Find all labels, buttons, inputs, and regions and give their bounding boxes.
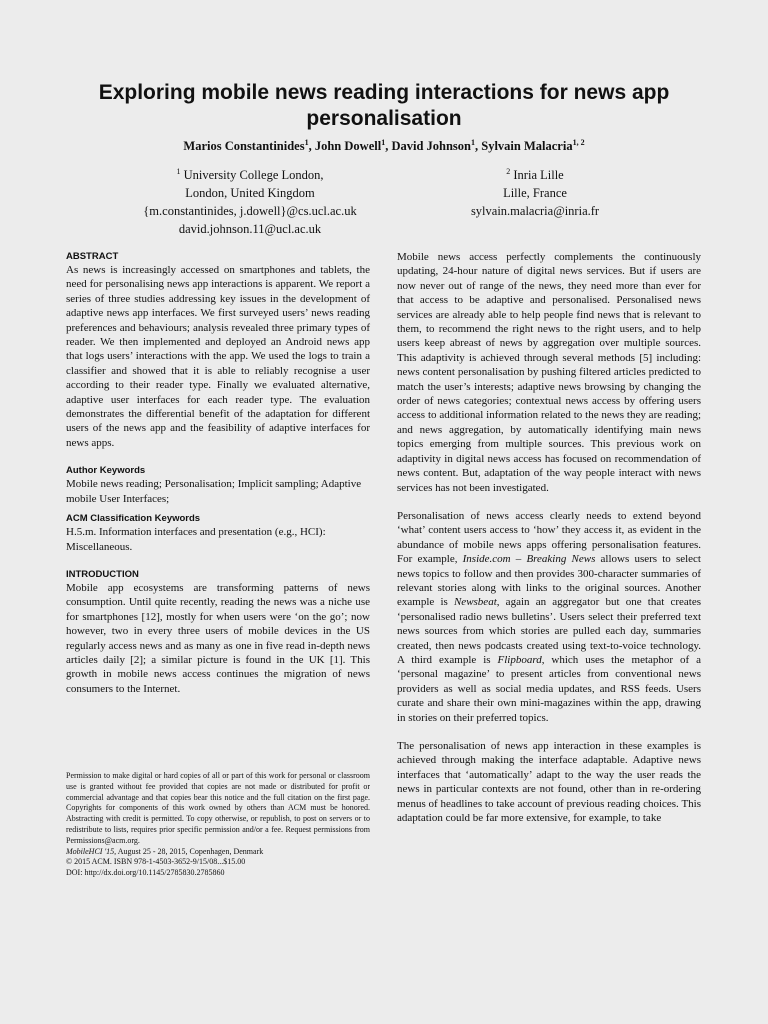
affiliation-institution: Inria Lille <box>513 168 564 183</box>
introduction-text: Mobile app ecosystems are transforming patterns of news consumption. Until quite recently, reading the news was a niche use for smartphones [12], mostly for when users were ‘on the go’; now however, two in every three users of mobile devices in the US regularly access news and as many as one in five read in-depth news articles daily [2]; a similar picture is found in the UK [1]. This growth in mobile news access continues the migration of news consumers to the Internet. <box>66 581 370 695</box>
affiliation-ucl <box>100 163 400 238</box>
abstract-text: As news is increasingly accessed on smartphones and tablets, the need for personalising news app interactions is apparent. We report a series of three studies addressing key issues in the development of adaptive news app interfaces. We first surveyed users’ news reading preferences and behaviours; analysis revealed three primary types of reader. We then implemented and deployed an Android news app that logs users’ interactions with the app. We used the logs to train a classifier and showed that it is able to reliably recognise a user according to their reader type. Finally we evaluated alternative, adaptive user interfaces for each reader type. The evaluation demonstrates the differential benefit of the adaptation for different users of the news app and the feasibility of adaptive interfaces for news apps. <box>66 264 370 449</box>
acm-heading: ACM Classification Keywords <box>66 513 201 525</box>
author-affiliation-mark: 1 <box>381 138 386 147</box>
permission-block <box>66 771 370 879</box>
left-column <box>66 250 370 702</box>
author-list: Marios Constantinides$^1$, John Dowell$^1$, David Johnson$^1$, Sylvain Malacria$^{1, 2}$ <box>183 138 585 154</box>
affiliation-email: david.johnson.11@ucl.ac.uk <box>178 222 322 237</box>
affiliation-location: Lille, France <box>503 186 567 201</box>
author-name: David Johnson <box>391 139 471 154</box>
affiliation-mark: 2 <box>506 167 511 176</box>
author-name: Sylvain Malacria <box>481 139 573 154</box>
permission-text: Permission to make digital or hard copies of all or part of this work for personal or classroom use is granted without fee provided that copies are not made or distributed for profit or commercial advantage and that copies bear this notice and the full citation on the first page. Copyrights for components of this work owned by others than ACM must be honored. Abstracting with credit is permitted. To copy otherwise, or republish, to post on servers or to redistribute to lists, requires prior specific permission and/or a fee. Request permissions from Permissions@acm.org. <box>66 771 370 845</box>
keywords-heading: Author Keywords <box>66 465 146 477</box>
app-name-newsbeat: Newsbeat <box>453 596 497 609</box>
right-column <box>397 250 701 831</box>
doi-line: DOI: http://dx.doi.org/10.1145/2785830.2785860 <box>66 868 225 878</box>
body-paragraph: The personalisation of news app interaction in these examples is achieved through making the interface adaptable. Adaptive news interfaces that ‘automatically’ adapt to the way the user reads the news in particular contexts are not found, other than in re-ordering menus of headlines to take account of previous reading choices. This adaptation could be far more extensive, for example, to take <box>397 740 701 825</box>
author-affiliation-mark: 1, 2 <box>572 138 585 147</box>
paper-title: Exploring mobile news reading interactions for news app personalisation <box>98 81 670 130</box>
venue-name: MobileHCI '15, <box>66 846 117 856</box>
keywords-text: Mobile news reading; Personalisation; Implicit sampling; Adaptive mobile User Interfaces; <box>66 478 362 505</box>
affiliation-email: {m.constantinides, j.dowell}@cs.ucl.ac.uk <box>143 204 357 219</box>
author-affiliation-mark: 1 <box>304 138 309 147</box>
acm-text: H.5.m. Information interfaces and presentation (e.g., HCI): Miscellaneous. <box>66 526 326 553</box>
affiliation-email: sylvain.malacria@inria.fr <box>470 204 600 219</box>
affiliation-inria <box>430 163 640 220</box>
body-paragraph: Personalisation of news access clearly needs to extend beyond ‘what’ content users access to ‘how’ they access it, as evident in the abundance of mobile news apps offering personalisation features. For example, Inside.com – Breaking News allows users to select news topics to follow and then provides 300-character summaries of relevant stories along with links to the original sources. Another example is Newsbeat, again an aggregator but one that creates ‘personalised radio news bulletins’. Users select their preferred text news sources from which stories are pulled each day, summaries created, then news podcasts created using text-to-voice technology. A third example is Flipboard, which uses the metaphor of a ‘personal magazine’ to present articles from conventional news providers as well as social media updates, and RSS feeds. Users curate and share their own mini-magazines within the app, drawing in stories on their preferred topics. <box>397 509 701 724</box>
author-name: John Dowell <box>314 139 382 154</box>
author-name: Marios Constantinides <box>183 139 305 154</box>
app-name-inside: Inside.com – Breaking News <box>462 553 596 566</box>
affiliation-institution: University College London, <box>183 168 324 183</box>
body-paragraph: Mobile news access perfectly complements the continuously updating, 24-hour nature of digital news services. But if users are now never out of range of the news, they need more than ever for that access to be adaptive and personalised. Personalised news services are already able to help people find news that is relevant to them, to recommend the right news to the right users, and to help users keep abreast of news by aggregation over multiple sources. This adaptivity is achieved through several methods [5] including: news content personalisation by pushing filtered articles predicted to match the user’s interests; adaptive news browsing by changing the order of news categories; contextual news access by offering users access to additional information related to the news they are reading; and news aggregation, by automatically identifying main news topics emerging from multiple sources. This previous work on adaptivity in digital news access has focused on recommendation of news content. But, adaptation of the way people interact with news services has not been investigated. <box>397 251 701 494</box>
affiliation-mark: 1 <box>176 167 181 176</box>
abstract-heading: ABSTRACT <box>66 251 119 262</box>
app-name-flipboard: Flipboard <box>497 653 542 666</box>
introduction-heading: INTRODUCTION <box>66 568 139 580</box>
author-affiliation-mark: 1 <box>471 138 475 147</box>
venue-date: August 25 - 28, 2015, Copenhagen, Denmark <box>116 846 264 856</box>
affiliation-location: London, United Kingdom <box>185 186 315 201</box>
copyright-line: © 2015 ACM. ISBN 978-1-4503-3652-9/15/08...$15.00 <box>66 857 246 867</box>
